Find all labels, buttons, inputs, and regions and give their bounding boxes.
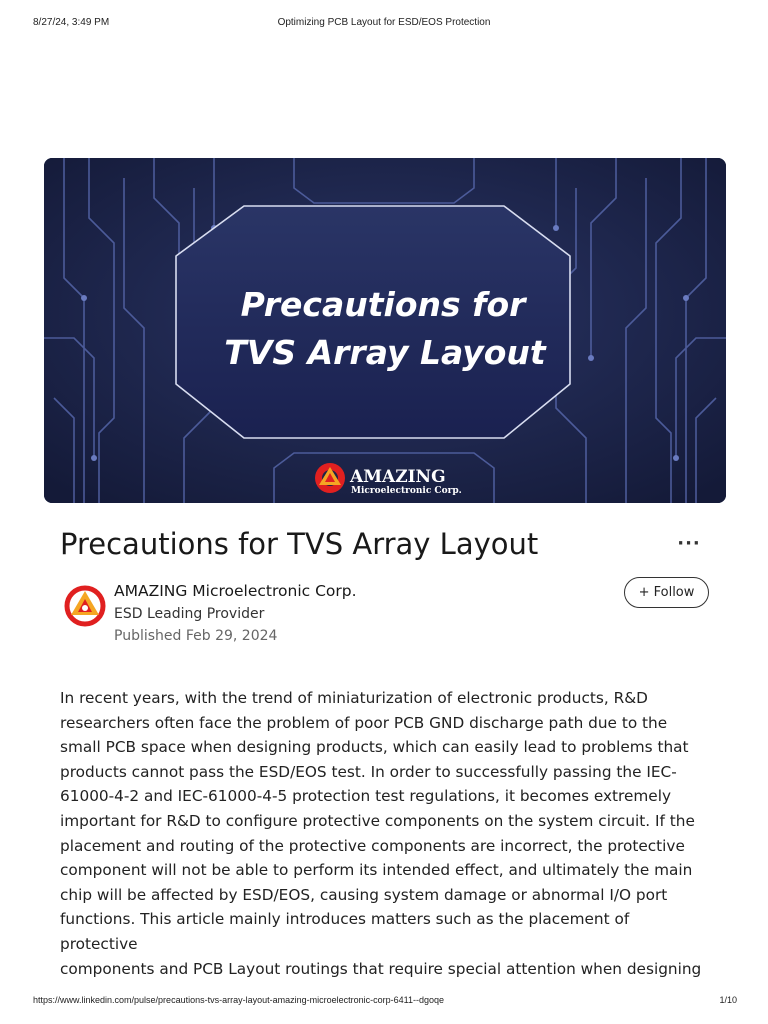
body-line: component will not be able to perform its intended effect, and ultimately the main xyxy=(60,861,693,880)
body-line: In recent years, with the trend of miniaturization of electronic products, R&D xyxy=(60,689,648,707)
cover-headline-line2: TVS Array Layout xyxy=(224,333,546,372)
cover-headline-line1: Precautions for xyxy=(240,285,526,324)
body-line: chip will be affected by ESD/EOS, causing system damage or abnormal I/O port xyxy=(60,885,668,904)
print-datetime: 8/27/24, 3:49 PM xyxy=(33,17,110,28)
print-url: https://www.linkedin.com/pulse/precautions-tvs-array-layout-amazing-microelectronic-corp-6411--dgoqe xyxy=(33,995,445,1005)
body-line: 61000-4-2 and IEC-61000-4-5 protection test regulations, it becomes extremely xyxy=(60,787,672,806)
article-body xyxy=(60,686,710,981)
cover-brand-name: AMAZING xyxy=(350,467,446,487)
body-line: researchers often face the problem of poor PCB GND discharge path due to the xyxy=(60,713,668,732)
cover-artwork xyxy=(44,158,726,503)
print-footer xyxy=(33,995,737,1009)
body-line: placement and routing of the protective components are incorrect, the protective xyxy=(60,836,685,855)
author-name-link[interactable]: AMAZING Microelectronic Corp. xyxy=(114,582,357,600)
author-logo-icon[interactable] xyxy=(64,585,106,627)
body-line: products cannot pass the ESD/EOS test. In order to successfully passing the IEC- xyxy=(60,762,677,781)
body-line: important for R&D to configure protective components on the system circuit. If the xyxy=(60,811,695,830)
print-header xyxy=(33,17,735,31)
follow-button[interactable]: + Follow xyxy=(624,577,709,608)
cover-brand-sub: Microelectronic Corp. xyxy=(351,486,462,496)
print-page-title: Optimizing PCB Layout for ESD/EOS Protection xyxy=(277,17,491,28)
page-indicator: 1/10 xyxy=(719,995,737,1005)
article-title: Precautions for TVS Array Layout xyxy=(60,527,539,561)
author-headline: ESD Leading Provider xyxy=(114,606,265,622)
more-options-button[interactable]: ··· xyxy=(677,532,701,554)
article-cover-image xyxy=(44,158,726,503)
published-date: Published Feb 29, 2024 xyxy=(114,628,278,644)
body-line: functions. This article mainly introduces matters such as the placement of protective xyxy=(60,910,630,953)
body-line: components and PCB Layout routings that require special attention when designing xyxy=(60,959,702,978)
body-line: small PCB space when designing products, which can easily lead to problems that xyxy=(60,738,689,757)
cover-brand-logo-icon xyxy=(315,463,345,493)
